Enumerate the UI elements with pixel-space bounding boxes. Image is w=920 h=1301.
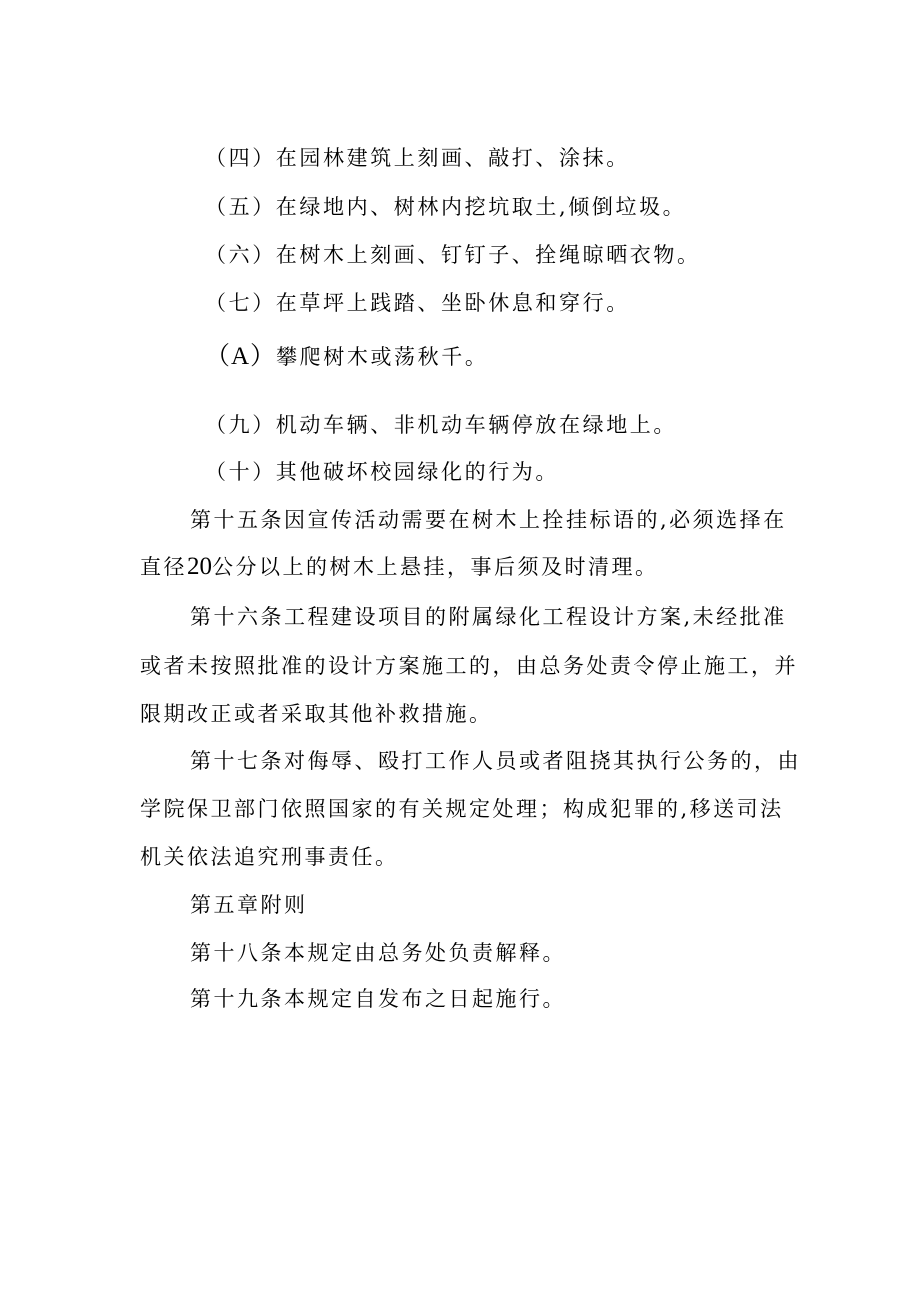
- list-item-8: [205, 343, 488, 371]
- article-16-line-3: 限期改正或者采取其他补救措施。: [140, 702, 493, 726]
- list-item-9: （九）机动车辆、非机动车辆停放在绿地上。: [205, 413, 677, 437]
- list-item-8-prefix: （A）: [205, 343, 277, 370]
- article-17-line-1: 第十七条对侮辱、殴打工作人员或者阻挠其执行公务的，由: [190, 749, 801, 773]
- article-15-line-2-post: 公分以上的树木上悬挂，事后须及时清理。: [212, 555, 659, 579]
- article-18: 第十八条本规定由总务处负责解释。: [190, 941, 566, 965]
- list-item-8-text: 攀爬树木或荡秋千。: [276, 345, 489, 369]
- chapter-5-title: 第五章附则: [190, 893, 308, 917]
- article-15-line-1: 第十五条因宣传活动需要在树木上拴挂标语的,必须选择在: [190, 508, 787, 532]
- list-item-10: （十）其他破坏校园绿化的行为。: [205, 460, 559, 484]
- list-item-4: （四）在园林建筑上刻画、敲打、涂抹。: [205, 146, 630, 170]
- article-16-line-2: 或者未按照批准的设计方案施工的，由总务处责令停止施工，并: [140, 654, 798, 678]
- article-17-line-2: 学院保卫部门依照国家的有关规定处理；构成犯罪的,移送司法: [140, 797, 784, 821]
- article-15-number: 20: [187, 553, 212, 580]
- list-item-7: （七）在草坪上践踏、坐卧休息和穿行。: [205, 291, 630, 315]
- article-16-line-1: 第十六条工程建设项目的附属绿化工程设计方案,未经批准: [190, 605, 787, 629]
- article-19: 第十九条本规定自发布之日起施行。: [190, 987, 566, 1011]
- article-15-line-2: [140, 553, 659, 581]
- article-15-line-2-pre: 直径: [140, 555, 187, 579]
- article-17-line-3: 机关依法追究刑事责任。: [140, 845, 399, 869]
- list-item-6: （六）在树木上刻画、钉钉子、拴绳晾晒衣物。: [205, 243, 701, 267]
- list-item-5: （五）在绿地内、树林内挖坑取土,倾倒垃圾。: [205, 195, 687, 219]
